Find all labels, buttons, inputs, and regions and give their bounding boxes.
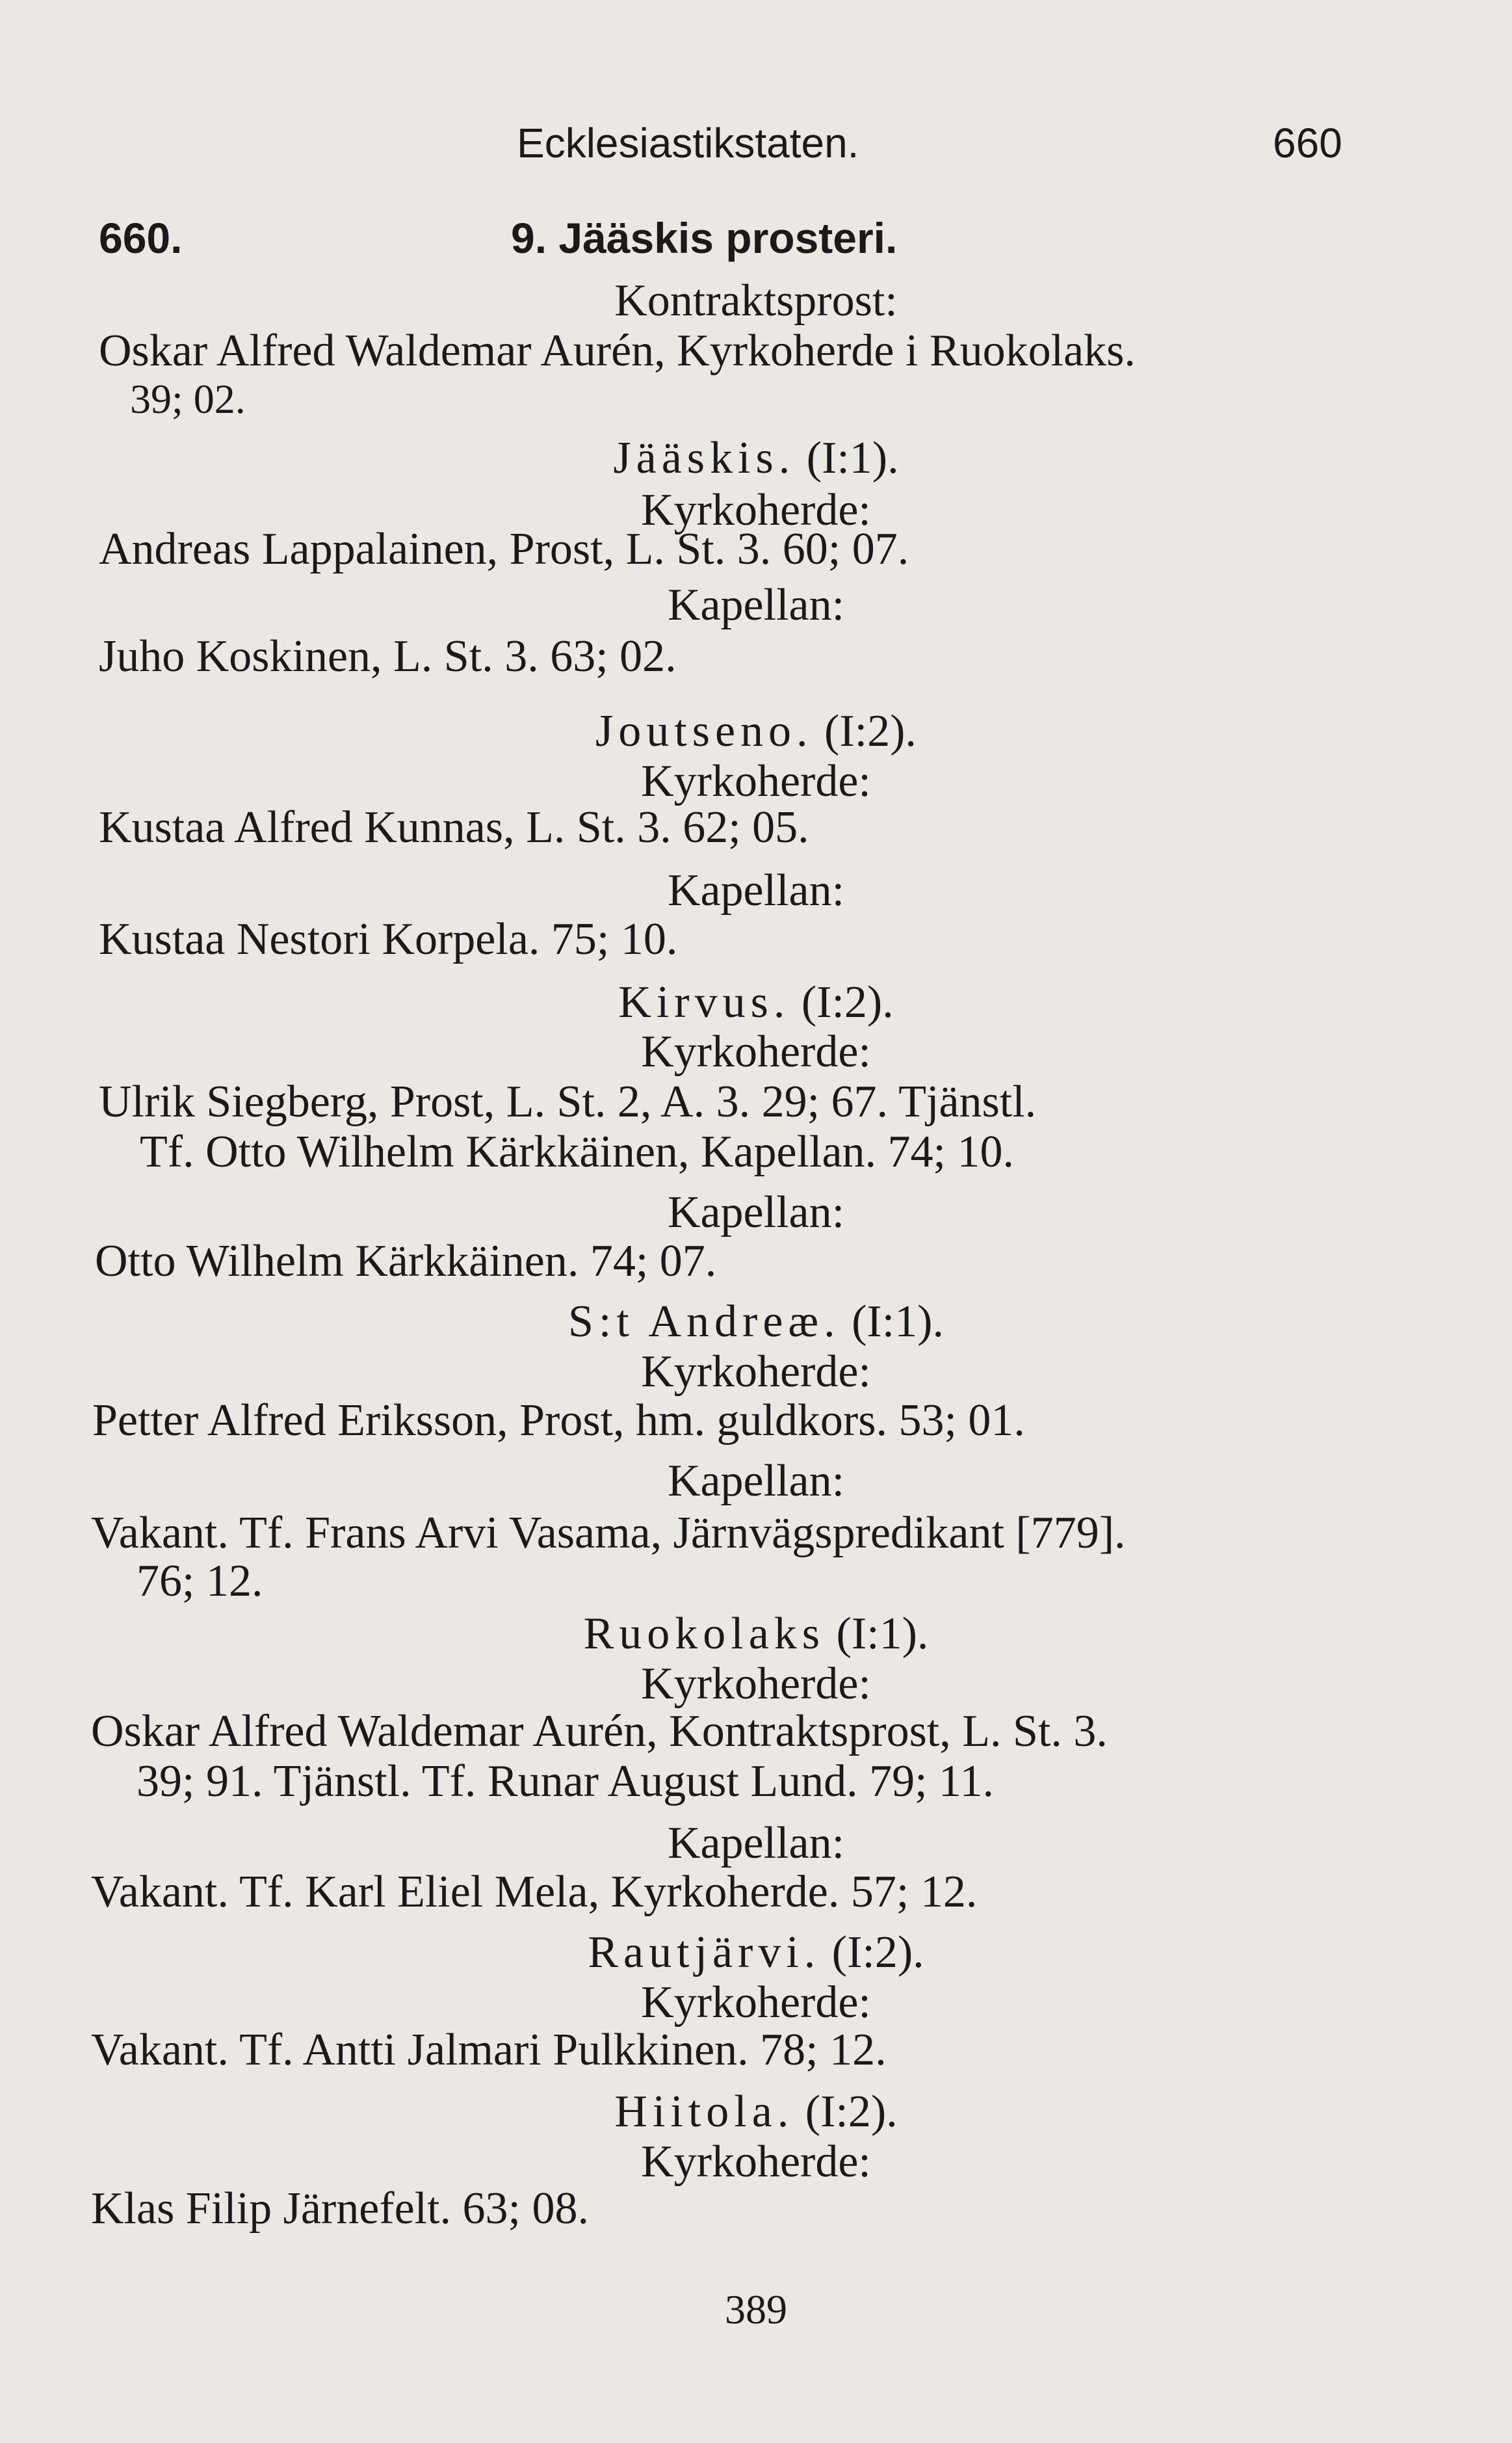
parish-name: Rautjärvi. <box>588 1927 821 1977</box>
vicar-heading: Kyrkoherde: <box>641 2137 871 2187</box>
chaplain-heading: Kapellan: <box>667 1818 845 1868</box>
chaplain-heading: Kapellan: <box>667 1187 845 1237</box>
parish-name: Joutseno. <box>595 706 813 756</box>
parish-class: (I:1). <box>806 433 899 483</box>
chaplain-entry-continued: 76; 12. <box>137 1556 263 1606</box>
contract-provost-line1: Oskar Alfred Waldemar Aurén, Kyrkoherde i Ruokolaks. <box>99 326 1136 376</box>
chaplain-entry: Otto Wilhelm Kärkkäinen. 74; 07. <box>95 1236 717 1286</box>
parish-class: (I:2). <box>824 706 917 756</box>
chaplain-entry: Vakant. Tf. Karl Eliel Mela, Kyrkoherde. 57; 12. <box>91 1867 978 1917</box>
parish-name: S:t Andreæ. <box>568 1297 841 1347</box>
parish-heading-hiitola <box>0 2089 1512 2135</box>
contract-provost-line2: 39; 02. <box>130 376 246 422</box>
parish-name: Hiitola. <box>614 2087 794 2137</box>
parish-heading-jaaskis <box>0 433 1512 483</box>
running-head-page-marker: 660 <box>1273 120 1342 166</box>
parish-class: (I:2). <box>805 2087 898 2137</box>
parish-class: (I:2). <box>801 977 894 1027</box>
vicar-entry-continued: 39; 91. Tjänstl. Tf. Runar August Lund. 79; 11. <box>137 1756 994 1806</box>
parish-class: (I:1). <box>852 1297 944 1347</box>
parish-name: Kirvus. <box>618 977 790 1027</box>
parish-class: (I:2). <box>831 1927 924 1977</box>
chaplain-entry: Vakant. Tf. Frans Arvi Vasama, Järnvägspredikant [779]. <box>91 1508 1126 1558</box>
vicar-heading: Kyrkoherde: <box>641 1659 871 1709</box>
section-number: 660. <box>99 214 183 262</box>
parish-heading-joutseno <box>0 706 1512 756</box>
chaplain-entry: Kustaa Nestori Korpela. 75; 10. <box>99 914 678 964</box>
contract-provost-heading: Kontraktsprost: <box>614 276 898 326</box>
running-head-title: Ecklesiastikstaten. <box>517 120 859 166</box>
chaplain-heading: Kapellan: <box>667 580 845 630</box>
parish-heading-rautjarvi <box>0 1927 1512 1977</box>
vicar-entry: Vakant. Tf. Antti Jalmari Pulkkinen. 78; 12. <box>91 2025 887 2075</box>
vicar-heading: Kyrkoherde: <box>641 1027 871 1077</box>
vicar-heading: Kyrkoherde: <box>641 1977 871 2027</box>
page-number: 389 <box>725 2286 787 2332</box>
vicar-entry: Klas Filip Järnefelt. 63; 08. <box>91 2184 590 2234</box>
parish-name: Ruokolaks <box>583 1609 826 1659</box>
vicar-entry: Kustaa Alfred Kunnas, L. St. 3. 62; 05. <box>99 802 809 852</box>
vicar-heading: Kyrkoherde: <box>641 485 871 535</box>
parish-class: (I:1). <box>836 1609 929 1659</box>
chaplain-heading: Kapellan: <box>667 865 845 916</box>
vicar-entry: Andreas Lappalainen, Prost, L. St. 3. 60; 07. <box>99 524 909 574</box>
parish-heading-ruokolaks <box>0 1611 1512 1657</box>
chaplain-entry: Juho Koskinen, L. St. 3. 63; 02. <box>99 631 677 681</box>
vicar-heading: Kyrkoherde: <box>641 756 871 806</box>
vicar-entry: Ulrik Siegberg, Prost, L. St. 2, A. 3. 29; 67. Tjänstl. <box>99 1077 1037 1127</box>
parish-name: Jääskis. <box>613 433 796 483</box>
chaplain-heading: Kapellan: <box>667 1456 845 1506</box>
section-title: 9. Jääskis prosteri. <box>511 214 898 262</box>
vicar-entry-continued: Tf. Otto Wilhelm Kärkkäinen, Kapellan. 74; 10. <box>140 1127 1015 1177</box>
parish-heading-st-andreae <box>0 1299 1512 1345</box>
vicar-entry: Petter Alfred Eriksson, Prost, hm. guldkors. 53; 01. <box>92 1395 1025 1446</box>
vicar-heading: Kyrkoherde: <box>641 1347 871 1397</box>
vicar-entry: Oskar Alfred Waldemar Aurén, Kontraktsprost, L. St. 3. <box>91 1706 1108 1756</box>
parish-heading-kirvus <box>0 977 1512 1027</box>
